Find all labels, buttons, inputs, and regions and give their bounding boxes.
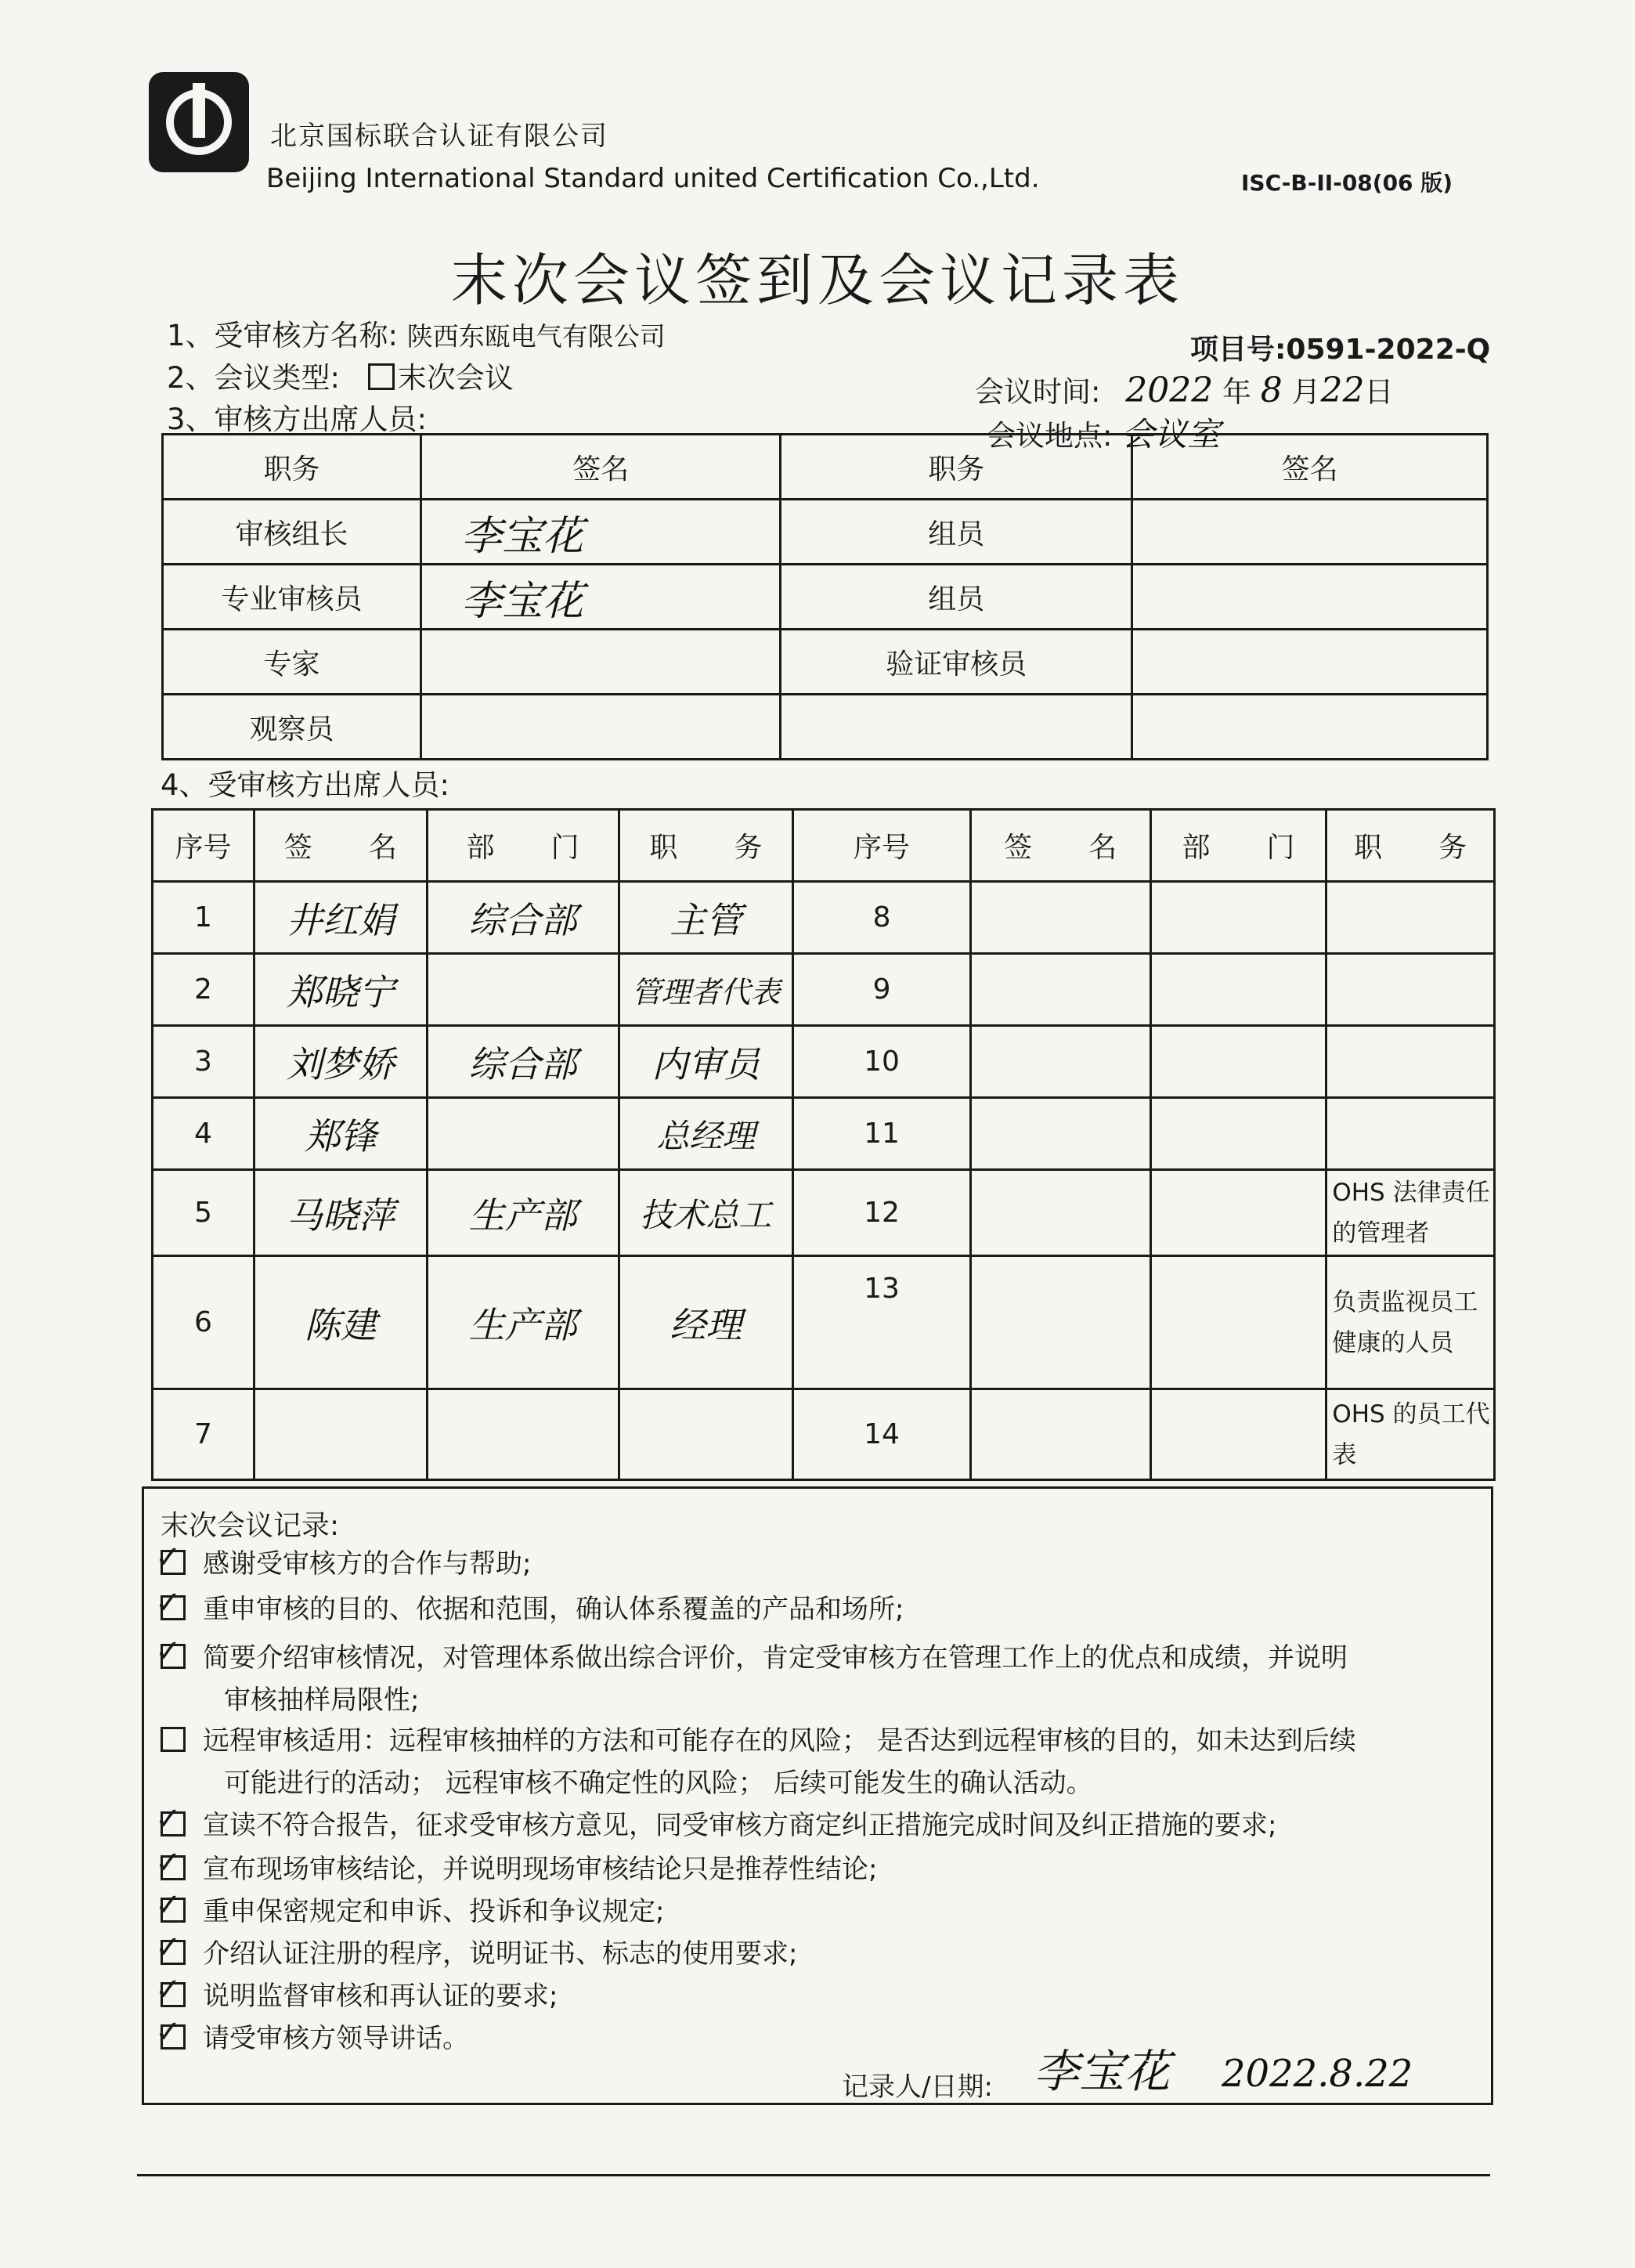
- record-item: [161, 1933, 797, 1975]
- row-signature2: [970, 954, 1150, 1026]
- table-row: [163, 630, 1488, 695]
- row-no2: 9: [793, 954, 971, 1026]
- row-position2: [1326, 882, 1495, 954]
- signature-cell: [1132, 500, 1488, 565]
- row-signature: [254, 1389, 427, 1480]
- record-item: [161, 1804, 1276, 1847]
- auditee-table: [151, 808, 1496, 1481]
- meeting-month: 8: [1260, 370, 1283, 410]
- record-checkbox[interactable]: [161, 1898, 186, 1923]
- table-row: [153, 1026, 1495, 1098]
- company-name-cn: 北京国标联合认证有限公司: [270, 121, 608, 152]
- row-signature: 井红娟: [254, 882, 427, 954]
- row-no2: 10: [793, 1026, 971, 1098]
- row-dept: 生产部: [427, 1170, 619, 1256]
- row-position: 管理者代表: [619, 954, 793, 1026]
- header-sign2: 签 名: [970, 810, 1150, 882]
- row-dept: [427, 954, 619, 1026]
- auditee-line: [167, 312, 666, 354]
- row-signature2: [970, 1098, 1150, 1170]
- row-dept: [427, 1389, 619, 1480]
- signature-cell: [421, 630, 781, 695]
- meeting-type: 末次会议: [397, 361, 514, 395]
- header-sign2: 签名: [1132, 435, 1488, 500]
- meeting-time-label: 会议时间:: [975, 375, 1101, 409]
- record-text: 宣布现场审核结论，并说明现场审核结论只是推荐性结论;: [203, 1854, 878, 1885]
- table-row: [153, 1098, 1495, 1170]
- record-checkbox[interactable]: [161, 1727, 186, 1752]
- row-dept2: [1150, 1256, 1326, 1389]
- record-checkbox[interactable]: [161, 1550, 186, 1575]
- day-unit: 日: [1364, 375, 1394, 409]
- row-no: 2: [153, 954, 254, 1026]
- record-text: 感谢受审核方的合作与帮助;: [203, 1548, 532, 1580]
- company-logo: [149, 72, 249, 172]
- records-title: 末次会议记录:: [161, 1510, 340, 1542]
- row-dept2: [1150, 1170, 1326, 1256]
- header-role: 职务: [163, 435, 421, 500]
- row-dept2: [1150, 1389, 1326, 1480]
- table-row: [153, 1389, 1495, 1480]
- row-position: 经理: [619, 1256, 793, 1389]
- record-text: 说明监督审核和再认证的要求;: [203, 1981, 558, 2012]
- row-no2: 14: [793, 1389, 971, 1480]
- table-row: [163, 565, 1488, 630]
- record-text: 重申审核的目的、依据和范围，确认体系覆盖的产品和场所;: [203, 1594, 904, 1625]
- row-signature: 郑晓宁: [254, 954, 427, 1026]
- project-number: 0591-2022-Q: [1286, 334, 1491, 366]
- record-item: [161, 1975, 558, 2017]
- row-position2: 负责监视员工健康的人员: [1326, 1256, 1495, 1389]
- recorder-signature: 李宝花: [1034, 2045, 1171, 2098]
- row-no: 3: [153, 1026, 254, 1098]
- row-no: 1: [153, 882, 254, 954]
- row-no: 7: [153, 1389, 254, 1480]
- row-signature2: [970, 1170, 1150, 1256]
- row-dept2: [1150, 1026, 1326, 1098]
- row-position2: [1326, 1026, 1495, 1098]
- record-item: [161, 1637, 1348, 1721]
- record-text-cont: 可能进行的活动； 远程审核不确定性的风险； 后续可能发生的确认活动。: [224, 1768, 1093, 1799]
- auditor-table: [161, 433, 1489, 760]
- header-no: 序号: [153, 810, 254, 882]
- signature-cell: [1132, 630, 1488, 695]
- row-signature2: [970, 1026, 1150, 1098]
- role-cell: 验证审核员: [781, 630, 1132, 695]
- record-checkbox[interactable]: [161, 1595, 186, 1620]
- bottom-divider: [137, 2174, 1490, 2176]
- year-unit: 年: [1222, 375, 1251, 409]
- record-checkbox[interactable]: [161, 2024, 186, 2050]
- project-label: 项目号:: [1190, 334, 1287, 366]
- recorder-date: 2022.8.22: [1222, 2052, 1413, 2096]
- row-position2: [1326, 954, 1495, 1026]
- role-cell: 专家: [163, 630, 421, 695]
- row-dept: 生产部: [427, 1256, 619, 1389]
- header-sign: 签名: [421, 435, 781, 500]
- row-signature: 刘梦娇: [254, 1026, 427, 1098]
- row-signature2: [970, 882, 1150, 954]
- header-role2: 职务: [781, 435, 1132, 500]
- record-text: 重申保密规定和申诉、投诉和争议规定;: [203, 1896, 665, 1927]
- auditee-attendees-label: 4、受审核方出席人员:: [161, 768, 450, 802]
- record-checkbox[interactable]: [161, 1644, 186, 1669]
- role-cell: [781, 695, 1132, 760]
- header-position2: 职 务: [1326, 810, 1495, 882]
- row-dept2: [1150, 882, 1326, 954]
- row-signature: 马晓萍: [254, 1170, 427, 1256]
- row-signature: 陈建: [254, 1256, 427, 1389]
- row-no2: 8: [793, 882, 971, 954]
- meeting-type-label: 2、会议类型:: [167, 361, 341, 395]
- auditors-label: 3、审核方出席人员:: [167, 403, 428, 436]
- meeting-type-checkbox[interactable]: [368, 363, 395, 390]
- auditee-label: 1、受审核方名称:: [167, 319, 399, 352]
- meeting-place: 会议室: [1121, 415, 1221, 453]
- month-unit: 月: [1291, 375, 1321, 409]
- meeting-year: 2022: [1125, 370, 1214, 410]
- row-position: 内审员: [619, 1026, 793, 1098]
- table-row: [163, 500, 1488, 565]
- record-text-cont: 审核抽样局限性;: [224, 1685, 420, 1716]
- row-no: 6: [153, 1256, 254, 1389]
- record-item: [161, 1588, 904, 1631]
- row-signature2: [970, 1256, 1150, 1389]
- company-name-en: Beijing International Standard united Certification Co.,Ltd.: [266, 163, 1040, 194]
- row-no2: 13: [793, 1256, 971, 1389]
- row-no2: 12: [793, 1170, 971, 1256]
- header-no2: 序号: [793, 810, 971, 882]
- record-text: 宣读不符合报告，征求受审核方意见，同受审核方商定纠正措施完成时间及纠正措施的要求;: [203, 1810, 1277, 1841]
- record-text: 请受审核方领导讲话。: [203, 2023, 469, 2054]
- row-position2: OHS 法律责任的管理者: [1326, 1170, 1495, 1256]
- role-cell: 审核组长: [163, 500, 421, 565]
- role-cell: 专业审核员: [163, 565, 421, 630]
- auditee-name: 陕西东瓯电气有限公司: [406, 321, 666, 352]
- role-cell: 观察员: [163, 695, 421, 760]
- signature-cell: 李宝花: [421, 565, 781, 630]
- table-row: [153, 1170, 1495, 1256]
- meeting-type-line: [167, 354, 514, 396]
- row-dept: 综合部: [427, 1026, 619, 1098]
- meeting-place-label: 会议地点:: [987, 419, 1113, 453]
- row-position: [619, 1389, 793, 1480]
- record-checkbox[interactable]: [161, 1811, 186, 1836]
- row-position2: [1326, 1098, 1495, 1170]
- meeting-day: 22: [1320, 370, 1365, 410]
- signature-cell: [421, 695, 781, 760]
- row-signature: 郑锋: [254, 1098, 427, 1170]
- row-position: 总经理: [619, 1098, 793, 1170]
- record-item: [161, 1891, 664, 1933]
- record-checkbox[interactable]: [161, 1982, 186, 2007]
- record-item: [161, 1720, 1356, 1804]
- record-checkbox[interactable]: [161, 1940, 186, 1965]
- row-no2: 11: [793, 1098, 971, 1170]
- row-position: 主管: [619, 882, 793, 954]
- table-row: [153, 954, 1495, 1026]
- header-dept: 部 门: [427, 810, 619, 882]
- table-row: [163, 695, 1488, 760]
- page-title: 末次会议签到及会议记录表: [450, 247, 1184, 313]
- table-row: [153, 1256, 1495, 1389]
- signature-cell: [1132, 695, 1488, 760]
- signature-cell: 李宝花: [421, 500, 781, 565]
- recorder-label: 记录人/日期:: [842, 2071, 993, 2103]
- table-row: [153, 882, 1495, 954]
- signature-cell: [1132, 565, 1488, 630]
- form-number: ISC-B-II-08(06 版): [1241, 170, 1453, 196]
- row-no: 4: [153, 1098, 254, 1170]
- header-sign: 签 名: [254, 810, 427, 882]
- header-position: 职 务: [619, 810, 793, 882]
- record-text: 介绍认证注册的程序，说明证书、标志的使用要求;: [203, 1938, 798, 1970]
- row-position2: OHS 的员工代表: [1326, 1389, 1495, 1480]
- row-dept2: [1150, 1098, 1326, 1170]
- record-item: [161, 1543, 531, 1585]
- row-position: 技术总工: [619, 1170, 793, 1256]
- record-text: 远程审核适用：远程审核抽样的方法和可能存在的风险； 是否达到远程审核的目的，如未达到后续: [203, 1725, 1356, 1757]
- record-checkbox[interactable]: [161, 1855, 186, 1880]
- meeting-time-line: [975, 368, 1394, 410]
- role-cell: 组员: [781, 565, 1132, 630]
- row-no: 5: [153, 1170, 254, 1256]
- row-dept2: [1150, 954, 1326, 1026]
- row-dept: 综合部: [427, 882, 619, 954]
- row-signature2: [970, 1389, 1150, 1480]
- row-dept: [427, 1098, 619, 1170]
- header-dept2: 部 门: [1150, 810, 1326, 882]
- record-item: [161, 1848, 877, 1891]
- project-line: [1190, 327, 1490, 367]
- record-text: 简要介绍审核情况，对管理体系做出综合评价，肯定受审核方在管理工作上的优点和成绩，并说明: [203, 1642, 1348, 1674]
- role-cell: 组员: [781, 500, 1132, 565]
- record-item: [161, 2017, 469, 2060]
